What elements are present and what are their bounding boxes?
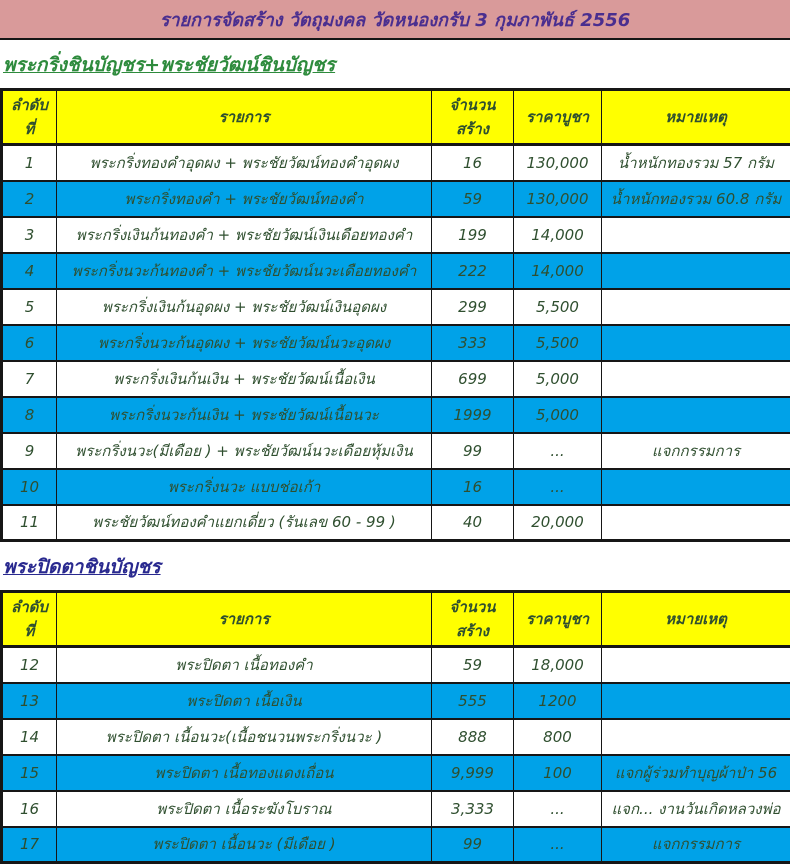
- item-name-cell: พระกริ่งทองคำอุดผง + พระชัยวัฒน์ทองคำอุดผง: [57, 145, 432, 181]
- quantity-cell: 16: [432, 469, 514, 505]
- remark-cell: แจกผู้ร่วมทำบุญผ้าป่า 56: [602, 755, 790, 791]
- section-phra-pidta: [0, 542, 790, 864]
- page-title: รายการจัดสร้าง วัตถุมงคล วัดหนองกรับ 3 กุมภาพันธ์ 2556: [160, 5, 631, 34]
- remark-cell: [602, 361, 790, 397]
- price-cell: 5,500: [514, 325, 602, 361]
- item-name-cell: พระกริ่งทองคำ + พระชัยวัฒน์ทองคำ: [57, 181, 432, 217]
- remark-cell: แจก... งานวันเกิดหลวงพ่อ: [602, 791, 790, 827]
- remark-cell: [602, 289, 790, 325]
- row-number-cell: 6: [2, 325, 57, 361]
- table-row: [2, 469, 790, 505]
- phra-kring-table: [0, 88, 790, 542]
- remark-cell: [602, 719, 790, 755]
- row-number-cell: 14: [2, 719, 57, 755]
- remark-cell: [602, 683, 790, 719]
- title-bar: [0, 0, 790, 40]
- remark-cell: [602, 253, 790, 289]
- quantity-cell: 9,999: [432, 755, 514, 791]
- quantity-cell: 16: [432, 145, 514, 181]
- price-cell: 5,000: [514, 361, 602, 397]
- item-name-cell: พระกริ่งนวะก้นเงิน + พระชัยวัฒน์เนื้อนวะ: [57, 397, 432, 433]
- table-row: [2, 289, 790, 325]
- quantity-cell: 222: [432, 253, 514, 289]
- remark-cell: น้ำหนักทองรวม 60.8 กรัม: [602, 181, 790, 217]
- price-cell: 1200: [514, 683, 602, 719]
- column-header-price: ราคาบูชา: [514, 592, 602, 647]
- row-number-cell: 11: [2, 505, 57, 541]
- remark-cell: แจกกรรมการ: [602, 827, 790, 863]
- column-header-item: รายการ: [57, 90, 432, 145]
- row-number-cell: 10: [2, 469, 57, 505]
- row-number-cell: 1: [2, 145, 57, 181]
- quantity-cell: 333: [432, 325, 514, 361]
- price-cell: ...: [514, 791, 602, 827]
- table-row: [2, 181, 790, 217]
- price-cell: 20,000: [514, 505, 602, 541]
- section-heading-phra-kring: พระกริ่งชินบัญชร+พระชัยวัฒน์ชินบัญชร: [3, 50, 335, 80]
- row-number-cell: 7: [2, 361, 57, 397]
- item-name-cell: พระปิดตา เนื้อนวะ (มีเดือย ): [57, 827, 432, 863]
- price-cell: 130,000: [514, 181, 602, 217]
- table-row: [2, 683, 790, 719]
- row-number-cell: 17: [2, 827, 57, 863]
- item-name-cell: พระกริ่งนวะ แบบช่อเก้า: [57, 469, 432, 505]
- quantity-cell: 888: [432, 719, 514, 755]
- table-row: [2, 397, 790, 433]
- price-cell: 130,000: [514, 145, 602, 181]
- item-name-cell: พระปิดตา เนื้อนวะ(เนื้อชนวนพระกริ่งนวะ ): [57, 719, 432, 755]
- table-row: [2, 361, 790, 397]
- item-name-cell: พระปิดตา เนื้อเงิน: [57, 683, 432, 719]
- price-cell: ...: [514, 433, 602, 469]
- quantity-cell: 3,333: [432, 791, 514, 827]
- item-name-cell: พระกริ่งนวะก้นทองคำ + พระชัยวัฒน์นวะเดือยทองคำ: [57, 253, 432, 289]
- price-cell: 800: [514, 719, 602, 755]
- table-row: [2, 145, 790, 181]
- quantity-cell: 59: [432, 647, 514, 683]
- table-header-row: [2, 592, 790, 647]
- price-cell: 5,000: [514, 397, 602, 433]
- row-number-cell: 4: [2, 253, 57, 289]
- price-cell: 14,000: [514, 253, 602, 289]
- table-row: [2, 325, 790, 361]
- phra-pidta-table: [0, 590, 790, 864]
- column-header-remark: หมายเหตุ: [602, 592, 790, 647]
- row-number-cell: 9: [2, 433, 57, 469]
- section-heading-phra-pidta: พระปิดตาชินบัญชร: [3, 552, 161, 582]
- column-header-no: ลำดับที่: [2, 90, 57, 145]
- item-name-cell: พระกริ่งนวะก้นอุดผง + พระชัยวัฒน์นวะอุดผง: [57, 325, 432, 361]
- table-row: [2, 647, 790, 683]
- price-cell: 14,000: [514, 217, 602, 253]
- row-number-cell: 5: [2, 289, 57, 325]
- table-row: [2, 755, 790, 791]
- quantity-cell: 299: [432, 289, 514, 325]
- quantity-cell: 59: [432, 181, 514, 217]
- table-body: [2, 647, 790, 863]
- remark-cell: [602, 505, 790, 541]
- row-number-cell: 3: [2, 217, 57, 253]
- table-row: [2, 719, 790, 755]
- table-header-row: [2, 90, 790, 145]
- item-name-cell: พระกริ่งเงินก้นทองคำ + พระชัยวัฒน์เงินเดือยทองคำ: [57, 217, 432, 253]
- quantity-cell: 1999: [432, 397, 514, 433]
- remark-cell: [602, 647, 790, 683]
- price-cell: ...: [514, 469, 602, 505]
- quantity-cell: 199: [432, 217, 514, 253]
- remark-cell: [602, 469, 790, 505]
- remark-cell: [602, 397, 790, 433]
- price-cell: ...: [514, 827, 602, 863]
- remark-cell: น้ำหนักทองรวม 57 กรัม: [602, 145, 790, 181]
- quantity-cell: 555: [432, 683, 514, 719]
- row-number-cell: 15: [2, 755, 57, 791]
- row-number-cell: 2: [2, 181, 57, 217]
- item-name-cell: พระกริ่งเงินก้นอุดผง + พระชัยวัฒน์เงินอุดผง: [57, 289, 432, 325]
- column-header-item: รายการ: [57, 592, 432, 647]
- price-cell: 100: [514, 755, 602, 791]
- section-phra-kring: [0, 40, 790, 542]
- column-header-price: ราคาบูชา: [514, 90, 602, 145]
- item-name-cell: พระปิดตา เนื้อทองคำ: [57, 647, 432, 683]
- row-number-cell: 16: [2, 791, 57, 827]
- quantity-cell: 99: [432, 433, 514, 469]
- table-row: [2, 791, 790, 827]
- column-header-no: ลำดับที่: [2, 592, 57, 647]
- remark-cell: [602, 325, 790, 361]
- table-row: [2, 505, 790, 541]
- item-name-cell: พระปิดตา เนื้อทองแดงเถื่อน: [57, 755, 432, 791]
- row-number-cell: 8: [2, 397, 57, 433]
- table-row: [2, 217, 790, 253]
- quantity-cell: 40: [432, 505, 514, 541]
- quantity-cell: 99: [432, 827, 514, 863]
- item-name-cell: พระปิดตา เนื้อระฆังโบราณ: [57, 791, 432, 827]
- item-name-cell: พระกริ่งนวะ(มีเดือย ) + พระชัยวัฒน์นวะเดือยหุ้มเงิน: [57, 433, 432, 469]
- column-header-quantity: จำนวนสร้าง: [432, 90, 514, 145]
- table-row: [2, 827, 790, 863]
- price-cell: 5,500: [514, 289, 602, 325]
- column-header-quantity: จำนวนสร้าง: [432, 592, 514, 647]
- table-row: [2, 253, 790, 289]
- row-number-cell: 13: [2, 683, 57, 719]
- remark-cell: [602, 217, 790, 253]
- remark-cell: แจกกรรมการ: [602, 433, 790, 469]
- row-number-cell: 12: [2, 647, 57, 683]
- quantity-cell: 699: [432, 361, 514, 397]
- item-name-cell: พระกริ่งเงินก้นเงิน + พระชัยวัฒน์เนื้อเงิน: [57, 361, 432, 397]
- table-body: [2, 145, 790, 541]
- item-name-cell: พระชัยวัฒน์ทองคำแยกเดี่ยว (รันเลข 60 - 99 ): [57, 505, 432, 541]
- column-header-remark: หมายเหตุ: [602, 90, 790, 145]
- table-row: [2, 433, 790, 469]
- price-cell: 18,000: [514, 647, 602, 683]
